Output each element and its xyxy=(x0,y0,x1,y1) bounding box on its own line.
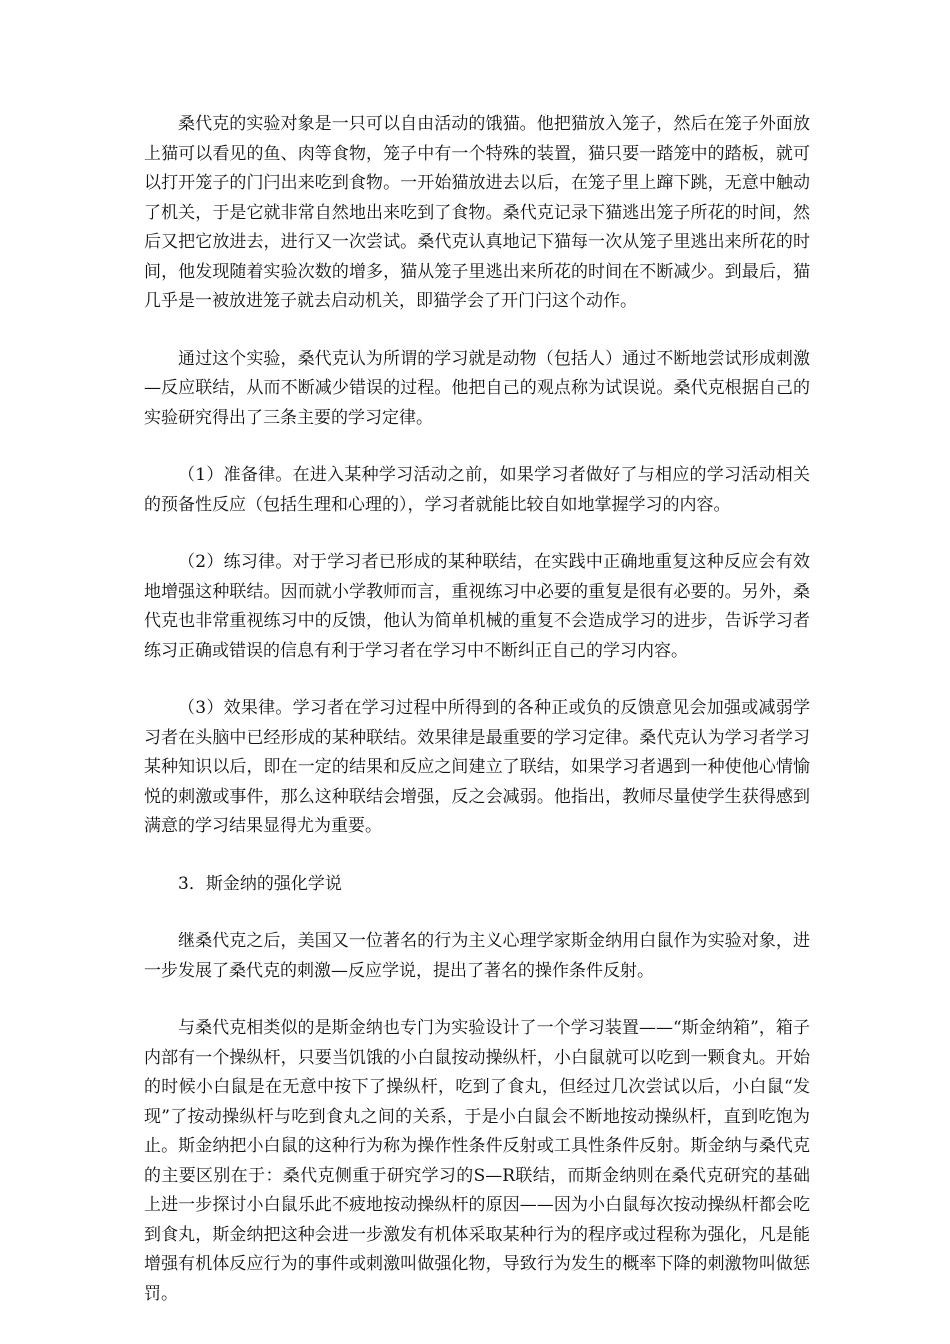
document-page xyxy=(144,110,810,1337)
paragraph-cat-experiment: 桑代克的实验对象是一只可以自由活动的饿猫。他把猫放入笼子，然后在笼子外面放上猫可以看见的鱼、肉等食物，笼子中有一个特殊的装置，猫只要一踏笼中的踏板，就可以打开笼子的门闩出来吃到食物。一开始猫放进去以后，在笼子里上蹿下跳，无意中触动了机关，于是它就非常自然地出来吃到了食物。桑代克记录下猫逃出笼子所花的时间，然后又把它放进去，进行又一次尝试。桑代克认真地记下猫每一次从笼子里逃出来所花的时间，他发现随着实验次数的增多，猫从笼子里逃出来所花的时间在不断减少。到最后，猫几乎是一被放进笼子就去启动机关，即猫学会了开门闩这个动作。 xyxy=(144,114,810,311)
paragraph-law-of-effect: （3）效果律。学习者在学习过程中所得到的各种正或负的反馈意见会加强或减弱学习者在头脑中已经形成的某种联结。效果律是最重要的学习定律。桑代克认为学习者学习某种知识以后，即在一定的结果和反应之间建立了联结，如果学习者遇到一种使他心情愉悦的刺激或事件，那么这种联结会增强，反之会减弱。他指出，教师尽量使学生获得感到满意的学习结果显得尤为重要。 xyxy=(144,698,810,836)
paragraph-skinner-intro: 继桑代克之后，美国又一位著名的行为主义心理学家斯金纳用白鼠作为实验对象，进一步发展了桑代克的刺激—反应学说，提出了著名的操作条件反射。 xyxy=(144,931,810,981)
paragraph-trial-and-error: 通过这个实验，桑代克认为所谓的学习就是动物（包括人）通过不断地尝试形成刺激—反应联结，从而不断减少错误的过程。他把自己的观点称为试误说。桑代克根据自己的实验研究得出了三条主要的学习定律。 xyxy=(144,348,810,428)
section-heading-skinner: 3．斯金纳的强化学说 xyxy=(178,873,342,894)
paragraph-law-of-readiness: （1）准备律。在进入某种学习活动之前，如果学习者做好了与相应的学习活动相关的预备性反应（包括生理和心理的），学习者就能比较自如地掌握学习的内容。 xyxy=(144,465,810,515)
paragraph-law-of-exercise: （2）练习律。对于学习者已形成的某种联结，在实践中正确地重复这种反应会有效地增强这种联结。因而就小学教师而言，重视练习中必要的重复是很有必要的。另外，桑代克也非常重视练习中的反馈，他认为简单机械的重复不会造成学习的进步，告诉学习者练习正确或错误的信息有利于学习者在学习中不断纠正自己的学习内容。 xyxy=(144,552,810,661)
paragraph-skinner-box: 与桑代克相类似的是斯金纳也专门为实验设计了一个学习装置——“斯金纳箱”，箱子内部有一个操纵杆，只要当饥饿的小白鼠按动操纵杆，小白鼠就可以吃到一颗食丸。开始的时候小白鼠是在无意中按下了操纵杆，吃到了食丸，但经过几次尝试以后，小白鼠“发现”了按动操纵杆与吃到食丸之间的关系，于是小白鼠会不断地按动操纵杆，直到吃饱为止。斯金纳把小白鼠的这种行为称为操作性条件反射或工具性条件反射。斯金纳与桑代克的主要区别在于：桑代克侧重于研究学习的S—R联结，而斯金纳则在桑代克研究的基础上进一步探讨小白鼠乐此不疲地按动操纵杆的原因——因为小白鼠每次按动操纵杆都会吃到食丸，斯金纳把这种会进一步激发有机体采取某种行为的程序或过程称为强化，凡是能增强有机体反应行为的事件或刺激叫做强化物，导致行为发生的概率下降的刺激物叫做惩罚。 xyxy=(144,1018,810,1304)
